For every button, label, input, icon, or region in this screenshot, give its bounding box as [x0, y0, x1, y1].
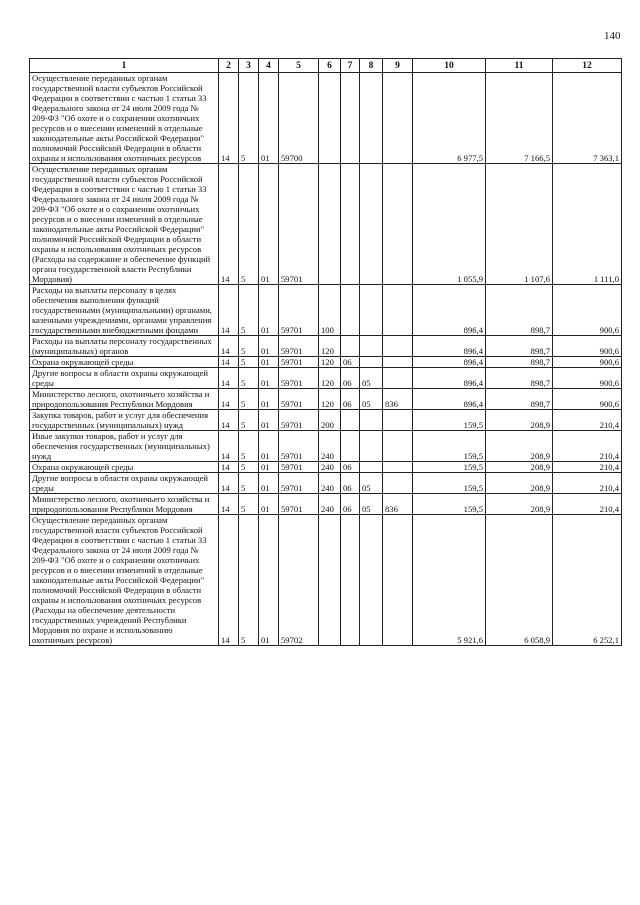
- section-code: 14: [219, 431, 239, 462]
- expense-type-code: 120: [319, 368, 341, 389]
- amount-col-12: 900,6: [553, 285, 622, 336]
- col-header: 1: [30, 59, 219, 73]
- program-code: 01: [259, 431, 279, 462]
- expense-type-code: 120: [319, 336, 341, 357]
- col-header: 7: [341, 59, 360, 73]
- program-code: 01: [259, 368, 279, 389]
- section-code: 14: [219, 473, 239, 494]
- subsection-code: 5: [239, 73, 259, 164]
- amount-col-11: 898,7: [486, 357, 553, 368]
- subsection-code: 5: [239, 462, 259, 473]
- table-row: [30, 462, 622, 473]
- amount-col-11: 208,9: [486, 462, 553, 473]
- amount-col-11: 6 058,9: [486, 515, 553, 646]
- amount-col-11: 208,9: [486, 473, 553, 494]
- expense-type-code: 240: [319, 473, 341, 494]
- amount-col-12: 210,4: [553, 431, 622, 462]
- target-article-code: 59701: [279, 389, 319, 410]
- row-description: Другие вопросы в области охраны окружающей среды: [30, 368, 219, 389]
- expense-type-code: 200: [319, 410, 341, 431]
- program-code: 01: [259, 389, 279, 410]
- code-col-7: 06: [341, 494, 360, 515]
- expense-type-code: 240: [319, 431, 341, 462]
- ministry-code: [383, 285, 413, 336]
- row-description: Другие вопросы в области охраны окружающей среды: [30, 473, 219, 494]
- code-col-8: 05: [360, 389, 383, 410]
- ministry-code: [383, 336, 413, 357]
- code-col-7: 06: [341, 462, 360, 473]
- amount-col-10: 5 921,6: [413, 515, 486, 646]
- row-description: Охрана окружающей среды: [30, 357, 219, 368]
- code-col-8: 05: [360, 473, 383, 494]
- subsection-code: 5: [239, 336, 259, 357]
- amount-col-12: 210,4: [553, 494, 622, 515]
- code-col-7: 06: [341, 357, 360, 368]
- subsection-code: 5: [239, 410, 259, 431]
- ministry-code: 836: [383, 494, 413, 515]
- amount-col-11: 898,7: [486, 389, 553, 410]
- amount-col-11: 208,9: [486, 431, 553, 462]
- code-col-7: 06: [341, 473, 360, 494]
- row-description: Расходы на выплаты персоналу государственных (муниципальных) органов: [30, 336, 219, 357]
- program-code: 01: [259, 410, 279, 431]
- table-row: [30, 410, 622, 431]
- row-description: Охрана окружающей среды: [30, 462, 219, 473]
- amount-col-12: 210,4: [553, 473, 622, 494]
- target-article-code: 59701: [279, 431, 319, 462]
- subsection-code: 5: [239, 431, 259, 462]
- expense-type-code: 120: [319, 389, 341, 410]
- ministry-code: [383, 473, 413, 494]
- ministry-code: [383, 515, 413, 646]
- section-code: 14: [219, 164, 239, 285]
- expense-type-code: 240: [319, 462, 341, 473]
- subsection-code: 5: [239, 389, 259, 410]
- col-header: 5: [279, 59, 319, 73]
- code-col-7: [341, 410, 360, 431]
- expense-type-code: [319, 515, 341, 646]
- target-article-code: 59701: [279, 357, 319, 368]
- amount-col-10: 896,4: [413, 368, 486, 389]
- program-code: 01: [259, 357, 279, 368]
- subsection-code: 5: [239, 357, 259, 368]
- code-col-8: 05: [360, 368, 383, 389]
- section-code: 14: [219, 410, 239, 431]
- table-row: [30, 494, 622, 515]
- code-col-8: [360, 462, 383, 473]
- section-code: 14: [219, 357, 239, 368]
- amount-col-11: 898,7: [486, 336, 553, 357]
- amount-col-11: 1 107,6: [486, 164, 553, 285]
- amount-col-12: 900,6: [553, 368, 622, 389]
- header-row: [30, 59, 622, 73]
- subsection-code: 5: [239, 164, 259, 285]
- expense-type-code: [319, 73, 341, 164]
- ministry-code: [383, 368, 413, 389]
- col-header: 12: [553, 59, 622, 73]
- program-code: 01: [259, 515, 279, 646]
- budget-table: [29, 58, 622, 646]
- section-code: 14: [219, 285, 239, 336]
- row-description: Осуществление переданных органам государственной власти субъектов Российской Федерации в соответствии с частью 1 статьи 33 Федерального закона от 24 июля 2009 года № 209-ФЗ "Об охоте и о сохранении охотничьих ресурсов и о внесении изменений в отдельные законодательные акты Российской Федерации" полномочий Российской Федерации в области охраны и использования охотничьих ресурсов (Расходы на содержание и обеспечение функций органа государственной власти Республики Мордовия): [30, 164, 219, 285]
- row-description: Осуществление переданных органам государственной власти субъектов Российской Федерации в соответствии с частью 1 статьи 33 Федерального закона от 24 июля 2009 года № 209-ФЗ "Об охоте и о сохранении охотничьих ресурсов и о внесении изменений в отдельные законодательные акты Российской Федерации" полномочий Российской Федерации в области охраны и использования охотничьих ресурсов: [30, 73, 219, 164]
- col-header: 11: [486, 59, 553, 73]
- program-code: 01: [259, 473, 279, 494]
- table-row: [30, 389, 622, 410]
- col-header: 6: [319, 59, 341, 73]
- section-code: 14: [219, 494, 239, 515]
- expense-type-code: 120: [319, 357, 341, 368]
- amount-col-11: 898,7: [486, 368, 553, 389]
- program-code: 01: [259, 285, 279, 336]
- amount-col-12: 900,6: [553, 336, 622, 357]
- amount-col-10: 159,5: [413, 494, 486, 515]
- amount-col-10: 159,5: [413, 410, 486, 431]
- amount-col-12: 900,6: [553, 389, 622, 410]
- program-code: 01: [259, 336, 279, 357]
- code-col-8: [360, 410, 383, 431]
- amount-col-10: 896,4: [413, 336, 486, 357]
- col-header: 8: [360, 59, 383, 73]
- program-code: 01: [259, 494, 279, 515]
- code-col-7: [341, 73, 360, 164]
- section-code: 14: [219, 462, 239, 473]
- table-row: [30, 515, 622, 646]
- code-col-8: [360, 285, 383, 336]
- table-row: [30, 285, 622, 336]
- table-row: [30, 473, 622, 494]
- row-description: Иные закупки товаров, работ и услуг для обеспечения государственных (муниципальных) нужд: [30, 431, 219, 462]
- table-row: [30, 336, 622, 357]
- program-code: 01: [259, 164, 279, 285]
- ministry-code: [383, 164, 413, 285]
- subsection-code: 5: [239, 473, 259, 494]
- section-code: 14: [219, 515, 239, 646]
- amount-col-10: 159,5: [413, 462, 486, 473]
- code-col-8: [360, 515, 383, 646]
- target-article-code: 59701: [279, 473, 319, 494]
- subsection-code: 5: [239, 285, 259, 336]
- section-code: 14: [219, 368, 239, 389]
- amount-col-10: 1 055,9: [413, 164, 486, 285]
- amount-col-12: 210,4: [553, 462, 622, 473]
- row-description: Закупка товаров, работ и услуг для обеспечения государственных (муниципальных) нужд: [30, 410, 219, 431]
- row-description: Министерство лесного, охотничьего хозяйства и природопользования Республики Мордовия: [30, 494, 219, 515]
- ministry-code: [383, 357, 413, 368]
- ministry-code: [383, 431, 413, 462]
- target-article-code: 59701: [279, 494, 319, 515]
- target-article-code: 59702: [279, 515, 319, 646]
- amount-col-10: 159,5: [413, 473, 486, 494]
- col-header: 4: [259, 59, 279, 73]
- ministry-code: [383, 410, 413, 431]
- table-row: [30, 73, 622, 164]
- table-row: [30, 357, 622, 368]
- code-col-7: [341, 285, 360, 336]
- code-col-7: [341, 515, 360, 646]
- amount-col-11: 7 166,5: [486, 73, 553, 164]
- amount-col-11: 898,7: [486, 285, 553, 336]
- code-col-8: [360, 164, 383, 285]
- expense-type-code: 100: [319, 285, 341, 336]
- target-article-code: 59701: [279, 164, 319, 285]
- amount-col-12: 7 363,1: [553, 73, 622, 164]
- table-row: [30, 368, 622, 389]
- amount-col-10: 896,4: [413, 285, 486, 336]
- code-col-8: [360, 431, 383, 462]
- section-code: 14: [219, 336, 239, 357]
- program-code: 01: [259, 462, 279, 473]
- amount-col-11: 208,9: [486, 410, 553, 431]
- table-row: [30, 164, 622, 285]
- code-col-7: [341, 431, 360, 462]
- code-col-8: [360, 336, 383, 357]
- row-description: Министерство лесного, охотничьего хозяйства и природопользования Республики Мордовия: [30, 389, 219, 410]
- code-col-7: 06: [341, 368, 360, 389]
- amount-col-12: 6 252,1: [553, 515, 622, 646]
- page-number: 140: [604, 30, 621, 42]
- target-article-code: 59700: [279, 73, 319, 164]
- col-header: 2: [219, 59, 239, 73]
- expense-type-code: 240: [319, 494, 341, 515]
- section-code: 14: [219, 73, 239, 164]
- ministry-code: [383, 462, 413, 473]
- amount-col-10: 896,4: [413, 389, 486, 410]
- col-header: 9: [383, 59, 413, 73]
- target-article-code: 59701: [279, 462, 319, 473]
- expense-type-code: [319, 164, 341, 285]
- row-description: Расходы на выплаты персоналу в целях обеспечения выполнения функций государственными (муниципальными) органами, казенными учреждениями, органами управления государственными внебюджетными фондами: [30, 285, 219, 336]
- target-article-code: 59701: [279, 285, 319, 336]
- target-article-code: 59701: [279, 368, 319, 389]
- code-col-7: [341, 336, 360, 357]
- amount-col-10: 6 977,5: [413, 73, 486, 164]
- row-description: Осуществление переданных органам государственной власти субъектов Российской Федерации в соответствии с частью 1 статьи 33 Федерального закона от 24 июля 2009 года № 209-ФЗ "Об охоте и о сохранении охотничьих ресурсов и о внесении изменений в отдельные законодательные акты Российской Федерации" полномочий Российской Федерации в области охраны и использования охотничьих ресурсов (Расходы на обеспечение деятельности государственных учреждений Республики Мордовия по охране и использованию охотничьих ресурсов): [30, 515, 219, 646]
- amount-col-10: 159,5: [413, 431, 486, 462]
- amount-col-11: 208,9: [486, 494, 553, 515]
- subsection-code: 5: [239, 368, 259, 389]
- table-row: [30, 431, 622, 462]
- amount-col-12: 1 111,0: [553, 164, 622, 285]
- col-header: 10: [413, 59, 486, 73]
- col-header: 3: [239, 59, 259, 73]
- program-code: 01: [259, 73, 279, 164]
- subsection-code: 5: [239, 494, 259, 515]
- target-article-code: 59701: [279, 410, 319, 431]
- ministry-code: 836: [383, 389, 413, 410]
- code-col-8: 05: [360, 494, 383, 515]
- subsection-code: 5: [239, 515, 259, 646]
- amount-col-10: 896,4: [413, 357, 486, 368]
- code-col-8: [360, 357, 383, 368]
- amount-col-12: 210,4: [553, 410, 622, 431]
- target-article-code: 59701: [279, 336, 319, 357]
- section-code: 14: [219, 389, 239, 410]
- code-col-7: [341, 164, 360, 285]
- ministry-code: [383, 73, 413, 164]
- code-col-8: [360, 73, 383, 164]
- code-col-7: 06: [341, 389, 360, 410]
- amount-col-12: 900,6: [553, 357, 622, 368]
